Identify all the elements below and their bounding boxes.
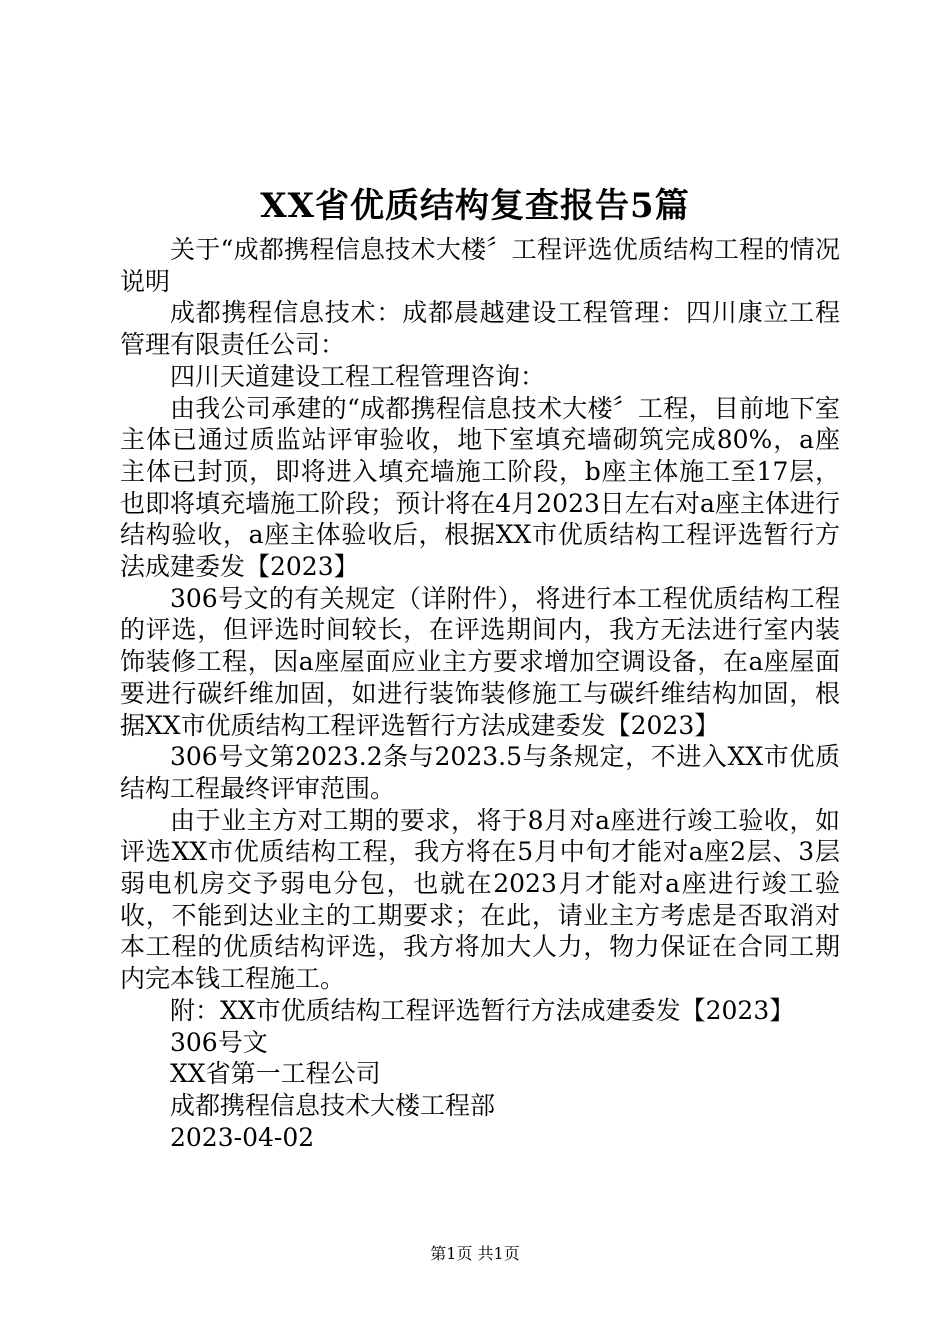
paragraph-intro-heading: 关于“成都携程信息技术大楼〞工程评选优质结构工程的情况说明 [120, 235, 840, 296]
signature-company: XX省第一工程公司 [170, 1059, 381, 1089]
paragraph-request: 由于业主方对工期的要求，将于8月对a座进行竣工验收，如评选XX市优质结构工程，我方将在5月中旬才能对a座2层、3层弱电机房交予弱电分包，也就在2023月才能对a座进行竣工验收，不能到达业主的工期要求；在此，请业主方考虑是否取消对本工程的优质结构评选，我方将加大人力，物力保证在合同工期内完本钱工程施工。 [120, 805, 840, 994]
document-body [120, 234, 840, 1153]
paragraph-attachment-number: 306号文 [170, 1027, 268, 1057]
paragraph-project-status: 由我公司承建的“成都携程信息技术大楼〞工程，目前地下室主体已通过质监站评审验收，地下室填充墙砌筑完成80%，a座主体已封顶，即将进入填充墙施工阶段，b座主体施工至17层，也即将填充墙施工阶段；预计将在4月2023日左右对a座主体进行结构验收，a座主体验收后，根据XX市优质结构工程评选暂行方法成建委发【2023】 [120, 393, 840, 582]
page-footer: 第1页 共1页 [430, 1244, 520, 1263]
paragraph-addressees: 成都携程信息技术：成都晨越建设工程管理：四川康立工程管理有限责任公司： [120, 298, 840, 360]
signature-date: 2023-04-02 [170, 1122, 315, 1152]
paragraph-attachment: 附：XX市优质结构工程评选暂行方法成建委发【2023】 [170, 995, 795, 1025]
document-title: XX省优质结构复查报告5篇 [260, 186, 690, 226]
paragraph-exclusion-clause: 306号文第2023.2条与2023.5与条规定，不进入XX市优质结构工程最终评审范围。 [120, 742, 840, 803]
paragraph-addressee-consulting: 四川天道建设工程工程管理咨询： [170, 361, 546, 391]
paragraph-evaluation-rules: 306号文的有关规定（详附件），将进行本工程优质结构工程的评选，但评选时间较长，在评选期间内，我方无法进行室内装饰装修工程，因a座屋面应业主方要求增加空调设备，在a座屋面要进行碳纤维加固，如进行装饰装修施工与碳纤维结构加固，根据XX市优质结构工程评选暂行方法成建委发【2023】 [120, 583, 840, 740]
signature-department: 成都携程信息技术大楼工程部 [170, 1090, 496, 1120]
